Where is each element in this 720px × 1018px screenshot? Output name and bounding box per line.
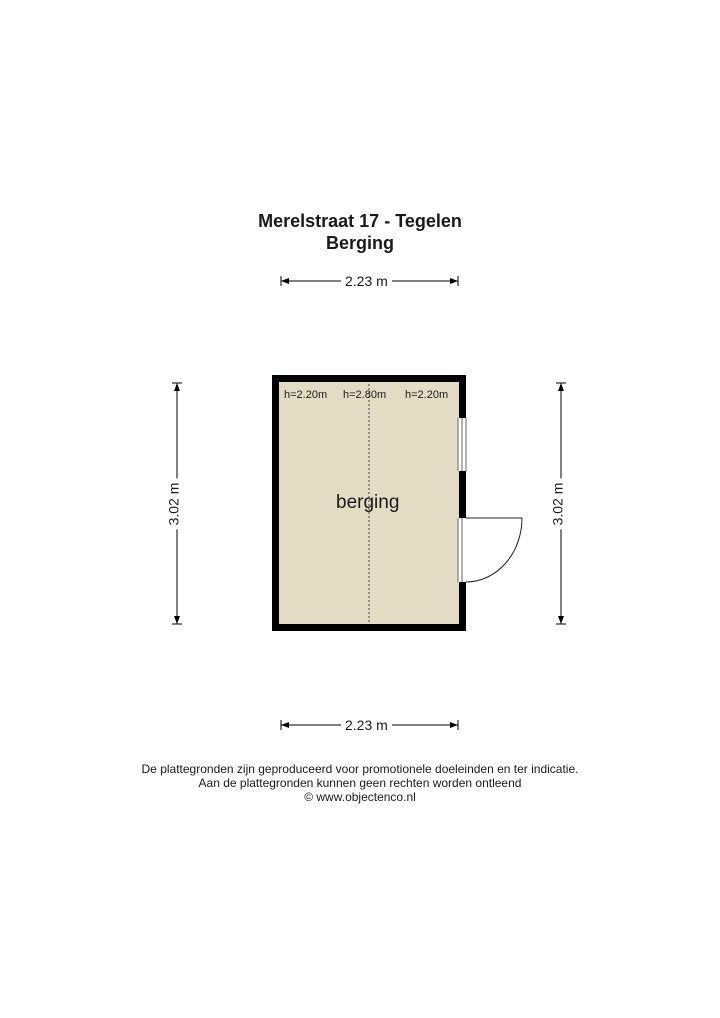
- door: [458, 518, 522, 582]
- plan-floor-title: Berging: [325, 233, 394, 253]
- right-height-label: 3.02 m: [549, 479, 565, 530]
- room-label-berging: berging: [336, 492, 400, 513]
- top-width-label: 2.23 m: [341, 273, 392, 289]
- window: [458, 418, 466, 471]
- bottom-width-label: 2.23 m: [341, 717, 392, 733]
- ceiling-height-middle: h=2.80m: [343, 389, 387, 401]
- disclaimer-line-1: De plattegronden zijn geproduceerd voor promotionele doeleinden en ter indicatie.: [141, 762, 579, 776]
- plan-address-title: Merelstraat 17 - Tegelen: [258, 211, 462, 231]
- ceiling-height-left: h=2.20m: [284, 389, 328, 401]
- left-height-label: 3.02 m: [165, 479, 181, 530]
- copyright-link[interactable]: © www.objectenco.nl: [304, 790, 416, 804]
- ceiling-height-right: h=2.20m: [405, 389, 449, 401]
- disclaimer-line-2: Aan de plattegronden kunnen geen rechten worden ontleend: [198, 776, 522, 790]
